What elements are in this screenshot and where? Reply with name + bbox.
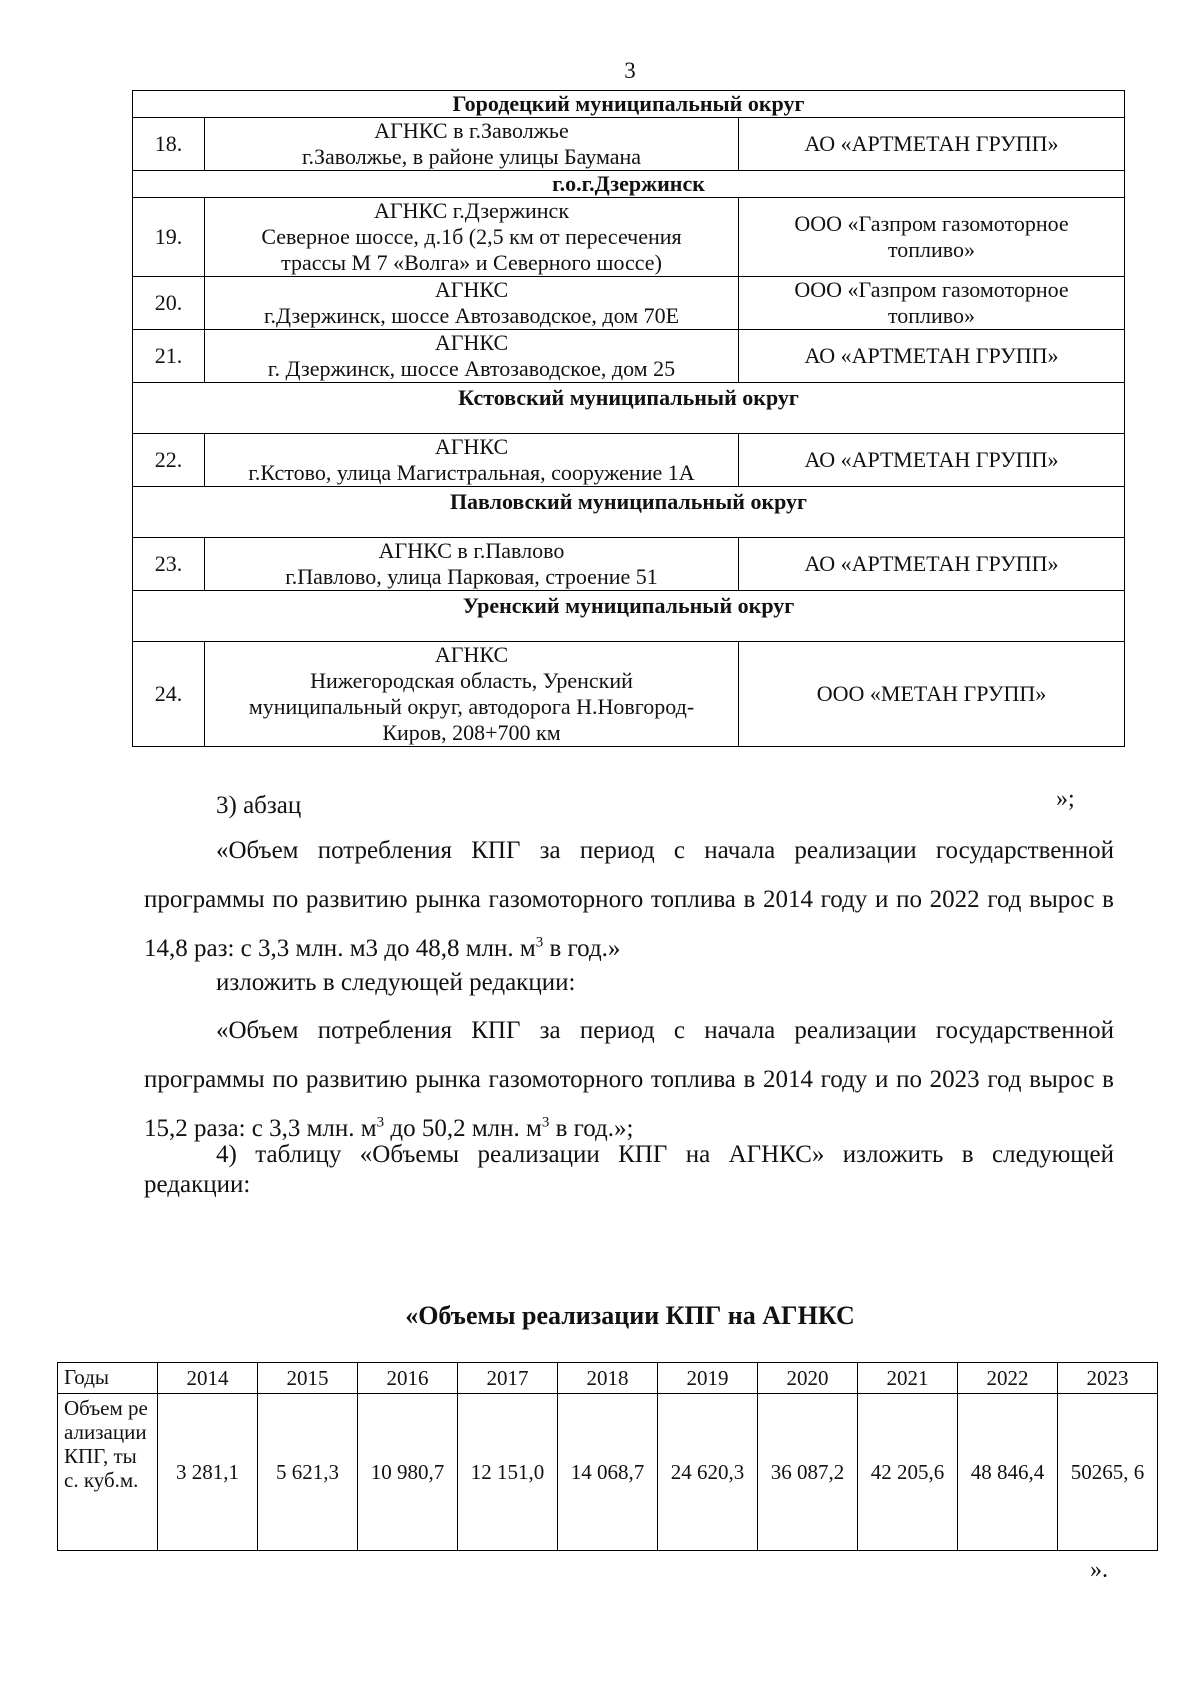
- volume-value-cell: 48 846,4: [958, 1394, 1058, 1551]
- years-header-row: [58, 1363, 1158, 1394]
- station-operator: АО «АРТМЕТАН ГРУПП»: [739, 538, 1125, 591]
- year-header-cell: 2017: [458, 1363, 558, 1394]
- address-line: АГНКС: [434, 330, 509, 355]
- address-line: Нижегородская область, Уренский: [310, 668, 633, 693]
- year-header-cell: 2019: [658, 1363, 758, 1394]
- volume-value-cell: 50265, 6: [1058, 1394, 1158, 1551]
- station-number: 21.: [133, 330, 205, 383]
- station-operator: ООО «МЕТАН ГРУПП»: [739, 642, 1125, 747]
- volume-value-cell: 10 980,7: [358, 1394, 458, 1551]
- operator-line: ООО «Газпром газомоторное: [794, 277, 1069, 302]
- closing-quote-final: ».: [1090, 1557, 1108, 1583]
- year-header-cell: 2014: [158, 1363, 258, 1394]
- station-row: [133, 330, 1125, 383]
- address-line: г.Дзержинск, шоссе Автозаводское, дом 70Е: [263, 303, 680, 328]
- year-header-cell: 2015: [258, 1363, 358, 1394]
- volume-value-cell: 36 087,2: [758, 1394, 858, 1551]
- operator-line: ООО «Газпром газомоторное: [794, 211, 1069, 236]
- volume-value-cell: 12 151,0: [458, 1394, 558, 1551]
- stations-table: [132, 90, 1125, 747]
- section-title: г.о.г.Дзержинск: [133, 171, 1125, 198]
- section-row: [133, 591, 1125, 642]
- section-title: Городецкий муниципальный округ: [133, 91, 1125, 118]
- volume-value-cell: 3 281,1: [158, 1394, 258, 1551]
- volume-row-label: Объем реализации КПГ, тыс. куб.м.: [58, 1394, 158, 1551]
- new-text-paragraph: «Объем потребления КПГ за период с начала реализации государственной программы по развитию рынка газомоторного топлива в 2014 году и по 2023 год вырос в 15,2 раза: с 3,3 млн. $м^3$ до 50,2 млн. $м^3$ в год.»;: [144, 1017, 1114, 1142]
- page-number: 3: [624, 58, 636, 83]
- year-header-cell: 2018: [558, 1363, 658, 1394]
- address-line: Северное шоссе, д.1б (2,5 км от пересечения: [261, 224, 682, 249]
- station-operator: АО «АРТМЕТАН ГРУПП»: [739, 330, 1125, 383]
- address-line: г.Заволжье, в районе улицы Баумана: [301, 144, 642, 169]
- station-operator: АО «АРТМЕТАН ГРУПП»: [739, 118, 1125, 171]
- volume-value-cell: 24 620,3: [658, 1394, 758, 1551]
- address-line: трассы М 7 «Волга» и Северного шоссе): [281, 250, 662, 275]
- address-line: АГНКС: [434, 434, 509, 459]
- old-text-paragraph: «Объем потребления КПГ за период с начала реализации государственной программы по развитию рынка газомоторного топлива в 2014 году и по 2022 год вырос в 14,8 раз: с 3,3 млн. м3 до 48,8 млн. $м^3$ в год.»: [144, 837, 1114, 962]
- station-operator: АО «АРТМЕТАН ГРУПП»: [739, 434, 1125, 487]
- station-number: 18.: [133, 118, 205, 171]
- station-number: 24.: [133, 642, 205, 747]
- station-number: 22.: [133, 434, 205, 487]
- section-row: [133, 171, 1125, 198]
- replace-label: изложить в следующей редакции:: [216, 969, 576, 996]
- address-line: Киров, 208+700 км: [382, 720, 561, 745]
- station-row: [133, 118, 1125, 171]
- station-row: [133, 434, 1125, 487]
- section-row: [133, 487, 1125, 538]
- section-title: Павловский муниципальный округ: [133, 487, 1125, 538]
- address-line: АГНКС: [434, 642, 509, 667]
- station-name-address: [205, 434, 739, 487]
- address-line: АГНКС г.Дзержинск: [373, 198, 570, 223]
- volumes-table-title: «Объемы реализации КПГ на АГНКС: [405, 1301, 855, 1330]
- station-name-address: [205, 118, 739, 171]
- operator-line: топливо»: [887, 303, 976, 328]
- closing-quote: »;: [1056, 786, 1075, 812]
- address-line: г.Кстово, улица Магистральная, сооружение 1А: [248, 460, 695, 485]
- station-operator: [739, 198, 1125, 277]
- volume-value-cell: 5 621,3: [258, 1394, 358, 1551]
- station-name-address: [205, 642, 739, 747]
- station-number: 23.: [133, 538, 205, 591]
- volume-values-row: [58, 1394, 1158, 1551]
- section-row: [133, 383, 1125, 434]
- item4-paragraph: 4) таблицу «Объемы реализации КПГ на АГНКС» изложить в следующей редакции:: [144, 1141, 1114, 1198]
- station-name-address: [205, 198, 739, 277]
- station-name-address: [205, 330, 739, 383]
- address-line: АГНКС в г.Заволжье: [374, 118, 569, 143]
- station-operator: [739, 277, 1125, 330]
- section-title: Уренский муниципальный округ: [133, 591, 1125, 642]
- year-header-cell: 2023: [1058, 1363, 1158, 1394]
- station-row: [133, 538, 1125, 591]
- section-row: [133, 91, 1125, 118]
- address-line: АГНКС в г.Павлово: [378, 538, 565, 563]
- item3-label: 3) абзац: [216, 792, 302, 819]
- volume-value-cell: 42 205,6: [858, 1394, 958, 1551]
- station-row: [133, 198, 1125, 277]
- operator-line: топливо»: [887, 237, 976, 262]
- year-header-cell: 2016: [358, 1363, 458, 1394]
- year-header-cell: 2020: [758, 1363, 858, 1394]
- station-name-address: [205, 538, 739, 591]
- address-line: г. Дзержинск, шоссе Автозаводское, дом 25: [267, 356, 676, 381]
- volume-value-cell: 14 068,7: [558, 1394, 658, 1551]
- station-name-address: [205, 277, 739, 330]
- year-header-cell: 2021: [858, 1363, 958, 1394]
- section-title: Кстовский муниципальный округ: [133, 383, 1125, 434]
- station-number: 20.: [133, 277, 205, 330]
- address-line: муниципальный округ, автодорога Н.Новгород-: [248, 694, 695, 719]
- years-header-label: Годы: [58, 1363, 158, 1394]
- address-line: г.Павлово, улица Парковая, строение 51: [285, 564, 658, 589]
- year-header-cell: 2022: [958, 1363, 1058, 1394]
- station-number: 19.: [133, 198, 205, 277]
- volumes-table: [57, 1362, 1158, 1551]
- station-row: [133, 642, 1125, 747]
- station-row: [133, 277, 1125, 330]
- address-line: АГНКС: [434, 277, 509, 302]
